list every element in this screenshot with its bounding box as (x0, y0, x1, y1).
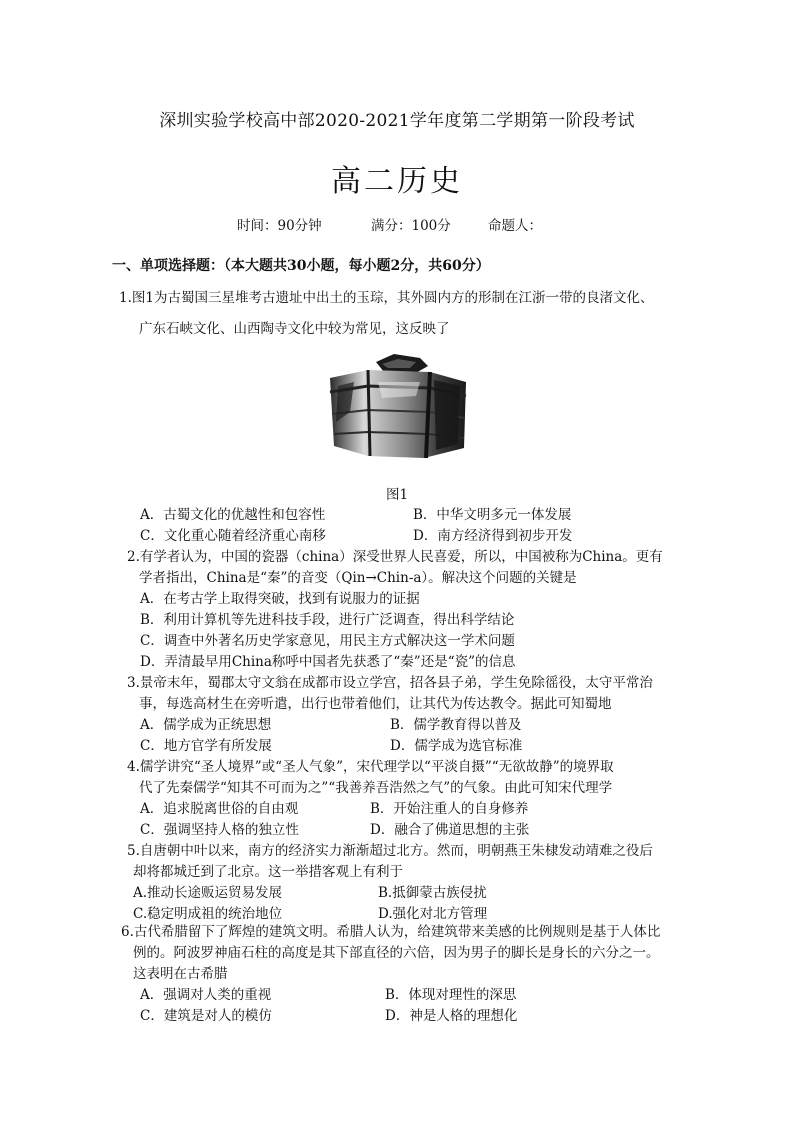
jade-cong-image (324, 352, 472, 462)
q1-option-c[interactable]: C．文化重心随着经济重心南移 (140, 528, 326, 544)
question-6-line-3: 这表明在古希腊 (133, 966, 228, 982)
question-6-line-1: 6.古代希腊留下了辉煌的建筑文明。希腊人认为，给建筑带来美感的比例规则是基于人体比 (121, 924, 661, 940)
q3-option-b[interactable]: B．儒学教育得以普及 (390, 717, 522, 733)
q2-option-d[interactable]: D．弄清最早用China称呼中国者先获悉了“秦”还是“瓷”的信息 (140, 654, 516, 670)
q6-option-d[interactable]: D．神是人格的理想化 (385, 1008, 518, 1024)
question-5-line-1: 5.自唐朝中叶以来，南方的经济实力渐渐超过北方。然而，明朝燕王朱棣发动靖难之役后 (127, 843, 653, 859)
question-5-line-2: 却将都城迁到了北京。这一举措客观上有利于 (133, 864, 403, 880)
q2-option-b[interactable]: B．利用计算机等先进科技手段，进行广泛调查，得出科学结论 (140, 612, 515, 628)
figure-caption: 图1 (385, 487, 409, 503)
q3-option-a[interactable]: A．儒学成为正统思想 (140, 717, 272, 733)
q6-option-b[interactable]: B．体现对理性的深思 (385, 987, 517, 1003)
q5-option-c[interactable]: C.稳定明成祖的统治地位 (133, 906, 283, 922)
q6-option-c[interactable]: C．建筑是对人的模仿 (140, 1008, 272, 1024)
question-4-line-1: 4.儒学讲究“圣人境界”或“圣人气象”，宋代理学以“平淡自摄”“无欲故静”的境界取 (127, 759, 614, 775)
jade-cong-figure (324, 352, 472, 462)
subject-title: 高二历史 (331, 164, 463, 199)
section-heading: 一、单项选择题：（本大题共30小题，每小题2分，共60分） (112, 258, 490, 274)
q5-option-d[interactable]: D.强化对北方管理 (378, 906, 488, 922)
exam-setter: 命题人： (488, 218, 542, 234)
q5-option-a[interactable]: A.推动长途贩运贸易发展 (133, 885, 283, 901)
q4-option-d[interactable]: D．融合了佛道思想的主张 (370, 822, 530, 838)
q3-option-c[interactable]: C．地方官学有所发展 (140, 738, 272, 754)
q1-option-d[interactable]: D．南方经济得到初步开发 (413, 528, 573, 544)
q3-option-d[interactable]: D．儒学成为选官标准 (390, 738, 523, 754)
question-4-line-2: 代了先秦儒学“知其不可而为之”“我善养吾浩然之气”的气象。由此可知宋代理学 (139, 780, 613, 796)
exam-title: 深圳实验学校高中部2020-2021学年度第二学期第一阶段考试 (159, 111, 635, 131)
question-2-line-1: 2.有学者认为，中国的瓷器（china）深受世界人民喜爱，所以，中国被称为China。更有 (127, 549, 663, 565)
question-3-line-1: 3.景帝末年，蜀郡太守文翁在成都市设立学宫，招各县子弟，学生免除徭役，太守平常治 (127, 675, 653, 691)
exam-score: 满分：100分 (371, 218, 451, 234)
question-1-line-2: 广东石峡文化、山西陶寺文化中较为常见，这反映了 (139, 321, 450, 337)
question-3-line-2: 事，每选高材生在旁听遣，出行也带着他们，让其代为传达教令。据此可知蜀地 (139, 696, 612, 712)
question-2-line-2: 学者指出，China是“秦”的音变（Qin→Chin-a）。解决这个问题的关键是 (139, 570, 577, 586)
q5-option-b[interactable]: B.抵御蒙古族侵扰 (378, 885, 487, 901)
q4-option-b[interactable]: B．开始注重人的自身修养 (370, 801, 529, 817)
exam-time: 时间：90分钟 (237, 218, 322, 234)
q2-option-c[interactable]: C．调查中外著名历史学家意见，用民主方式解决这一学术问题 (140, 633, 515, 649)
q4-option-c[interactable]: C．强调坚持人格的独立性 (140, 822, 299, 838)
q6-option-a[interactable]: A．强调对人类的重视 (140, 987, 272, 1003)
q2-option-a[interactable]: A．在考古学上取得突破，找到有说服力的证据 (140, 591, 420, 607)
q4-option-a[interactable]: A．追求脱离世俗的自由观 (140, 801, 299, 817)
q1-option-b[interactable]: B．中华文明多元一体发展 (413, 507, 572, 523)
q1-option-a[interactable]: A．古蜀文化的优越性和包容性 (140, 507, 326, 523)
question-1-line-1: 1.图1为古蜀国三星堆考古遗址中出土的玉琮，其外圆内方的形制在江浙一带的良渚文化、 (119, 290, 654, 306)
question-6-line-2: 例的。阿波罗神庙石柱的高度是其下部直径的六倍，因为男子的脚长是身长的六分之一。 (133, 945, 660, 961)
